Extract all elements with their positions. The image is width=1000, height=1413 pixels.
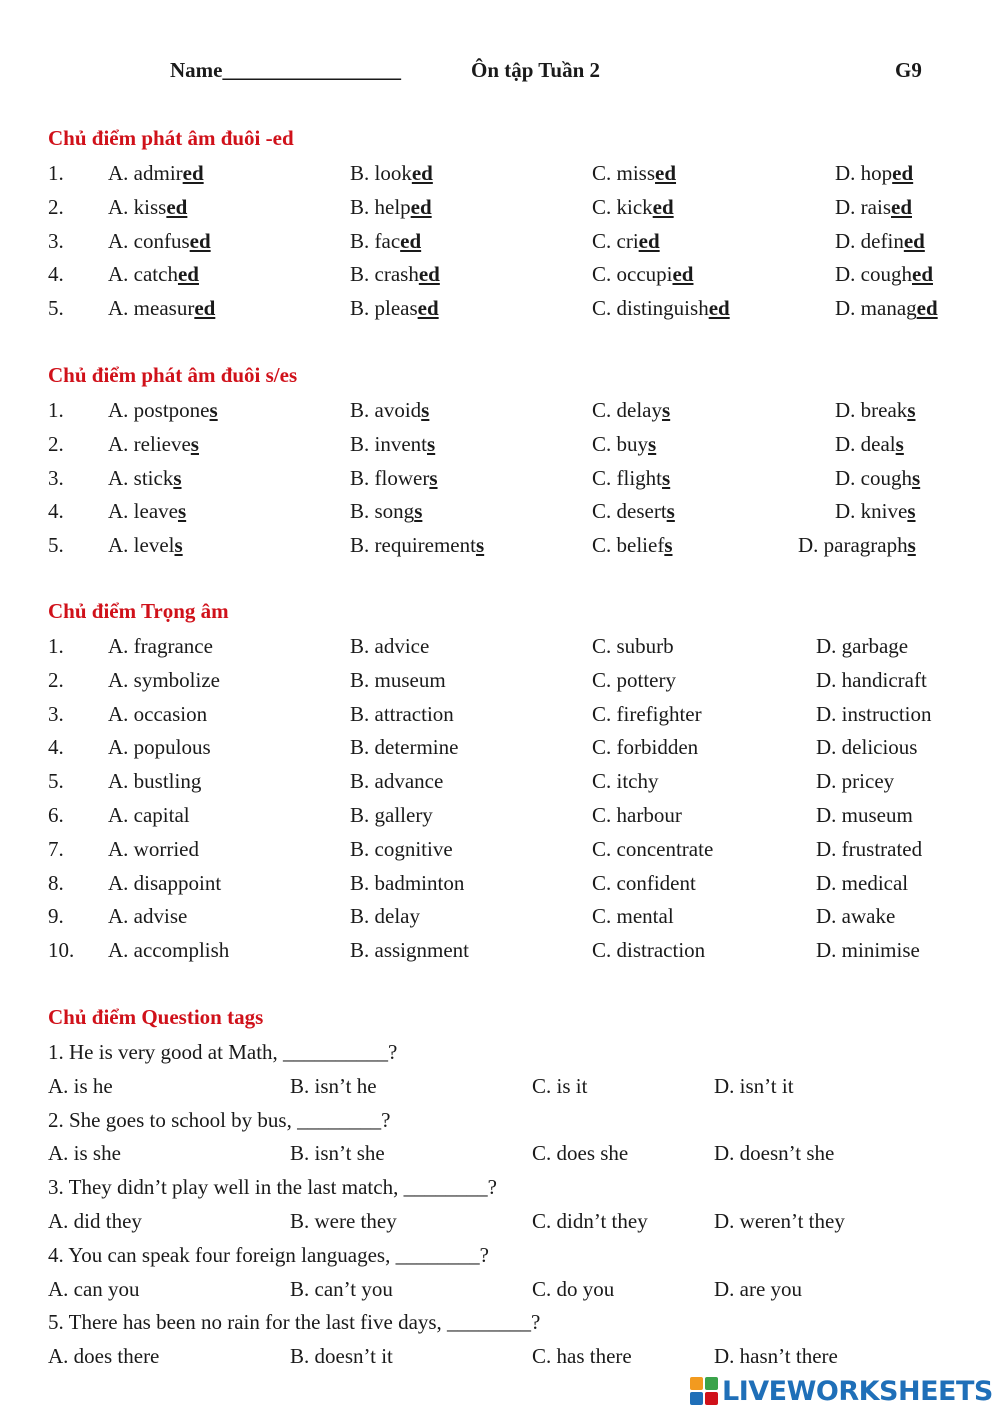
- answer-option-d: D. doesn’t she: [714, 1141, 835, 1166]
- option-row: [48, 156, 978, 190]
- item-number: 6.: [48, 803, 64, 827]
- underlined-ending: ed: [655, 161, 677, 185]
- item-number: 7.: [48, 836, 64, 861]
- answer-option-c: C. didn’t they: [532, 1209, 648, 1233]
- option-a: A. accomplish: [108, 938, 230, 963]
- option-a: A. bustling: [108, 769, 202, 794]
- option-stem: B. song: [350, 499, 415, 524]
- option-a: A. populous: [108, 735, 211, 760]
- option-stem: A. leave: [108, 499, 178, 524]
- option-b: B. determine: [350, 735, 459, 760]
- section-title-question-tags: Chủ điểm Question tags: [48, 1005, 264, 1029]
- underlined-ending: ed: [418, 262, 440, 287]
- option-c: C. concentrate: [592, 836, 714, 861]
- underlined-ending: s: [662, 465, 671, 490]
- option-row: [48, 257, 978, 291]
- item-number: 4.: [48, 262, 64, 287]
- option-a: [108, 461, 182, 495]
- option-c: [592, 190, 674, 224]
- answer-row: [48, 1136, 978, 1170]
- option-d: D. delicious: [816, 735, 918, 760]
- option-stem: A. level: [108, 533, 175, 558]
- answer-option-b: B. can’t you: [290, 1276, 393, 1301]
- option-row: [48, 224, 978, 258]
- item-number: 1.: [48, 634, 64, 658]
- item-number: 3.: [48, 701, 64, 726]
- option-stem: A. measur: [108, 296, 195, 321]
- option-a: A. worried: [108, 836, 199, 861]
- option-stem: D. rais: [835, 194, 891, 219]
- option-row: [48, 899, 978, 933]
- underlined-ending: ed: [891, 194, 912, 219]
- option-stem: B. look: [350, 161, 412, 185]
- option-c: [592, 494, 675, 528]
- option-c: C. firefighter: [592, 701, 702, 726]
- answer-option-d: D. isn’t it: [714, 1073, 794, 1098]
- option-row: [48, 933, 978, 967]
- underlined-ending: s: [912, 465, 921, 490]
- item-number: 4.: [48, 499, 64, 524]
- answer-option-a: A. is she: [48, 1141, 121, 1166]
- underlined-ending: ed: [189, 228, 211, 253]
- underlined-ending: ed: [916, 296, 938, 321]
- option-stem: C. delay: [592, 398, 662, 422]
- option-b: B. delay: [350, 904, 420, 929]
- option-b: [350, 257, 440, 291]
- question-text: 1. He is very good at Math, __________?: [48, 1040, 398, 1064]
- underlined-ending: ed: [177, 262, 199, 287]
- question-text: 2. She goes to school by bus, ________?: [48, 1107, 391, 1132]
- answer-row: [48, 1204, 978, 1238]
- option-stem: B. avoid: [350, 398, 422, 422]
- option-a: [108, 156, 204, 190]
- option-b: [350, 291, 439, 325]
- option-c: C. suburb: [592, 634, 674, 658]
- option-row: [48, 832, 978, 866]
- item-number: 5.: [48, 296, 64, 321]
- option-c: C. confident: [592, 870, 696, 895]
- option-c: C. pottery: [592, 667, 676, 692]
- option-c: [592, 224, 660, 258]
- option-d: [835, 393, 916, 427]
- answer-option-a: A. is he: [48, 1073, 113, 1098]
- option-d: D. garbage: [816, 634, 909, 658]
- liveworksheets-logo-icon: [690, 1377, 718, 1405]
- option-row: [48, 494, 978, 528]
- underlined-ending: s: [427, 431, 436, 456]
- option-c: [592, 427, 656, 461]
- option-stem: A. stick: [108, 465, 174, 490]
- liveworksheets-logo: [690, 1374, 993, 1408]
- answer-option-c: C. do you: [532, 1276, 615, 1301]
- underlined-ending: s: [475, 533, 485, 558]
- option-stem: A. catch: [108, 262, 178, 287]
- option-c: [592, 257, 693, 291]
- option-b: [350, 427, 435, 461]
- option-c: [592, 393, 670, 427]
- option-stem: D. manag: [835, 296, 917, 321]
- item-number: 5.: [48, 769, 64, 794]
- option-row: [48, 730, 978, 764]
- option-d: D. museum: [816, 803, 913, 827]
- option-d: [798, 528, 916, 562]
- option-a: A. fragrance: [108, 634, 213, 658]
- underlined-ending: ed: [652, 194, 674, 219]
- option-d: D. medical: [816, 870, 909, 895]
- section-title-ses: Chủ điểm phát âm đuôi s/es: [48, 363, 298, 387]
- option-b: B. gallery: [350, 803, 433, 827]
- option-b: [350, 461, 438, 495]
- answer-option-a: A. did they: [48, 1209, 142, 1233]
- option-d: [835, 224, 925, 258]
- item-number: 9.: [48, 904, 64, 929]
- option-b: B. advance: [350, 769, 444, 794]
- option-row: [48, 663, 978, 697]
- page-title: Ôn tập Tuần 2: [471, 58, 600, 82]
- option-d: [835, 257, 933, 291]
- item-number: 5.: [48, 533, 64, 558]
- option-row: [48, 190, 978, 224]
- question-text: 3. They didn’t play well in the last match, ________?: [48, 1175, 497, 1200]
- option-stem: B. flower: [350, 465, 430, 490]
- name-field-label: Name_________________: [170, 58, 401, 82]
- question-text: 5. There has been no rain for the last five days, ________?: [48, 1310, 541, 1335]
- underlined-ending: ed: [166, 194, 188, 219]
- answer-option-b: B. isn’t he: [290, 1073, 377, 1098]
- option-row: [48, 866, 978, 900]
- underlined-ending: ed: [912, 262, 933, 287]
- answer-option-a: A. does there: [48, 1344, 160, 1369]
- option-stem: B. requirement: [350, 533, 476, 558]
- option-stem: A. relieve: [108, 431, 191, 456]
- option-d: D. handicraft: [816, 667, 927, 692]
- underlined-ending: s: [895, 431, 904, 456]
- item-number: 3.: [48, 465, 64, 490]
- option-b: B. attraction: [350, 701, 454, 726]
- option-b: B. cognitive: [350, 836, 453, 861]
- underlined-ending: s: [414, 499, 423, 524]
- option-b: [350, 156, 433, 190]
- underlined-ending: s: [664, 533, 673, 558]
- underlined-ending: ed: [411, 161, 433, 185]
- option-a: [108, 528, 183, 562]
- option-stem: C. kick: [592, 194, 653, 219]
- option-stem: D. knive: [835, 499, 908, 524]
- option-b: [350, 190, 432, 224]
- grade-label: G9: [895, 58, 922, 82]
- option-stem: D. deal: [835, 431, 896, 456]
- option-c: C. distraction: [592, 938, 706, 963]
- underlined-ending: ed: [892, 161, 914, 185]
- item-number: 2.: [48, 431, 64, 456]
- option-a: A. symbolize: [108, 667, 220, 692]
- option-d: [835, 190, 912, 224]
- option-a: [108, 427, 199, 461]
- option-a: A. capital: [108, 803, 190, 827]
- underlined-ending: s: [661, 398, 671, 422]
- option-row: [48, 528, 978, 562]
- option-stem: B. pleas: [350, 296, 418, 321]
- underlined-ending: s: [173, 465, 182, 490]
- item-number: 1.: [48, 161, 64, 185]
- option-stem: B. invent: [350, 431, 427, 456]
- underlined-ending: ed: [194, 296, 216, 321]
- option-c: C. mental: [592, 904, 674, 929]
- option-row: [48, 798, 978, 832]
- item-number: 2.: [48, 667, 64, 692]
- answer-row: [48, 1339, 978, 1373]
- option-stem: D. hop: [835, 161, 893, 185]
- option-d: D. awake: [816, 904, 896, 929]
- underlined-ending: s: [209, 398, 218, 422]
- section-title-stress: Chủ điểm Trọng âm: [48, 599, 229, 623]
- answer-row: [48, 1272, 978, 1306]
- option-row: [48, 393, 978, 427]
- answer-option-b: B. doesn’t it: [290, 1344, 393, 1369]
- option-a: A. advise: [108, 904, 188, 929]
- underlined-ending: ed: [903, 228, 925, 253]
- option-stem: D. cough: [835, 262, 912, 287]
- question-text: 4. You can speak four foreign languages, ________?: [48, 1242, 489, 1267]
- option-row: [48, 764, 978, 798]
- option-row: [48, 629, 978, 663]
- option-stem: D. break: [835, 398, 908, 422]
- option-a: [108, 393, 218, 427]
- underlined-ending: s: [907, 499, 916, 524]
- underlined-ending: ed: [638, 228, 660, 253]
- answer-option-a: A. can you: [48, 1276, 140, 1301]
- option-c: [592, 528, 673, 562]
- option-stem: C. belief: [592, 533, 665, 558]
- item-number: 1.: [48, 398, 64, 422]
- option-b: [350, 528, 484, 562]
- option-row: [48, 427, 978, 461]
- option-stem: C. occupi: [592, 262, 673, 287]
- option-a: [108, 494, 186, 528]
- option-d: [835, 494, 916, 528]
- answer-option-c: C. does she: [532, 1141, 629, 1166]
- answer-option-c: C. has there: [532, 1344, 632, 1369]
- option-b: [350, 393, 429, 427]
- option-b: B. assignment: [350, 938, 469, 963]
- option-a: A. occasion: [108, 701, 208, 726]
- answer-option-d: D. hasn’t there: [714, 1344, 838, 1369]
- option-d: [835, 461, 920, 495]
- option-stem: C. flight: [592, 465, 663, 490]
- item-number: 2.: [48, 194, 64, 219]
- option-d: [835, 156, 913, 190]
- option-stem: C. distinguish: [592, 296, 709, 321]
- underlined-ending: ed: [672, 262, 694, 287]
- option-b: B. advice: [350, 634, 430, 658]
- option-row: [48, 291, 978, 325]
- underlined-ending: s: [907, 533, 916, 558]
- answer-row: [48, 1069, 978, 1103]
- answer-option-b: B. were they: [290, 1209, 397, 1233]
- option-c: C. harbour: [592, 803, 682, 827]
- answer-option-c: C. is it: [532, 1073, 588, 1098]
- option-stem: B. fac: [350, 228, 401, 253]
- option-stem: C. miss: [592, 161, 656, 185]
- underlined-ending: ed: [400, 228, 422, 253]
- answer-option-d: D. are you: [714, 1276, 803, 1301]
- option-d: [835, 427, 904, 461]
- option-stem: B. crash: [350, 262, 419, 287]
- underlined-ending: ed: [417, 296, 439, 321]
- option-d: D. frustrated: [816, 836, 923, 861]
- underlined-ending: s: [907, 398, 916, 422]
- option-stem: C. buy: [592, 431, 649, 456]
- logo-text: LIVEWORKSHEETS: [722, 1375, 993, 1407]
- option-a: A. disappoint: [108, 870, 222, 895]
- option-stem: A. admir: [108, 161, 183, 185]
- section-title-ed: Chủ điểm phát âm đuôi -ed: [48, 126, 294, 150]
- item-number: 10.: [48, 938, 75, 963]
- option-stem: C. desert: [592, 499, 667, 524]
- option-d: D. minimise: [816, 938, 920, 963]
- option-stem: D. cough: [835, 465, 912, 490]
- underlined-ending: ed: [410, 194, 432, 219]
- option-row: [48, 697, 978, 731]
- item-number: 4.: [48, 735, 64, 760]
- option-c: C. forbidden: [592, 735, 699, 760]
- underlined-ending: s: [421, 398, 430, 422]
- underlined-ending: s: [648, 431, 657, 456]
- underlined-ending: s: [666, 499, 675, 524]
- option-stem: D. defin: [835, 228, 904, 253]
- underlined-ending: ed: [182, 161, 204, 185]
- item-number: 8.: [48, 870, 64, 895]
- underlined-ending: s: [174, 533, 183, 558]
- item-number: 3.: [48, 228, 64, 253]
- option-d: D. pricey: [816, 769, 895, 794]
- answer-option-d: D. weren’t they: [714, 1209, 845, 1233]
- option-a: [108, 257, 199, 291]
- answer-option-b: B. isn’t she: [290, 1141, 385, 1166]
- option-c: [592, 461, 670, 495]
- underlined-ending: ed: [708, 296, 730, 321]
- option-d: [835, 291, 938, 325]
- option-stem: A. postpone: [108, 398, 210, 422]
- option-a: [108, 291, 215, 325]
- option-stem: B. help: [350, 194, 411, 219]
- underlined-ending: s: [429, 465, 438, 490]
- option-b: [350, 494, 422, 528]
- option-a: [108, 190, 187, 224]
- option-row: [48, 461, 978, 495]
- option-b: [350, 224, 421, 258]
- option-a: [108, 224, 211, 258]
- underlined-ending: s: [190, 431, 199, 456]
- option-stem: D. paragraph: [798, 533, 908, 558]
- underlined-ending: s: [177, 499, 187, 524]
- option-c: [592, 156, 676, 190]
- option-d: D. instruction: [816, 701, 932, 726]
- option-stem: C. cri: [592, 228, 639, 253]
- option-stem: A. confus: [108, 228, 190, 253]
- option-b: B. museum: [350, 667, 446, 692]
- option-c: [592, 291, 730, 325]
- option-c: C. itchy: [592, 769, 659, 794]
- option-b: B. badminton: [350, 870, 465, 895]
- option-stem: A. kiss: [108, 194, 167, 219]
